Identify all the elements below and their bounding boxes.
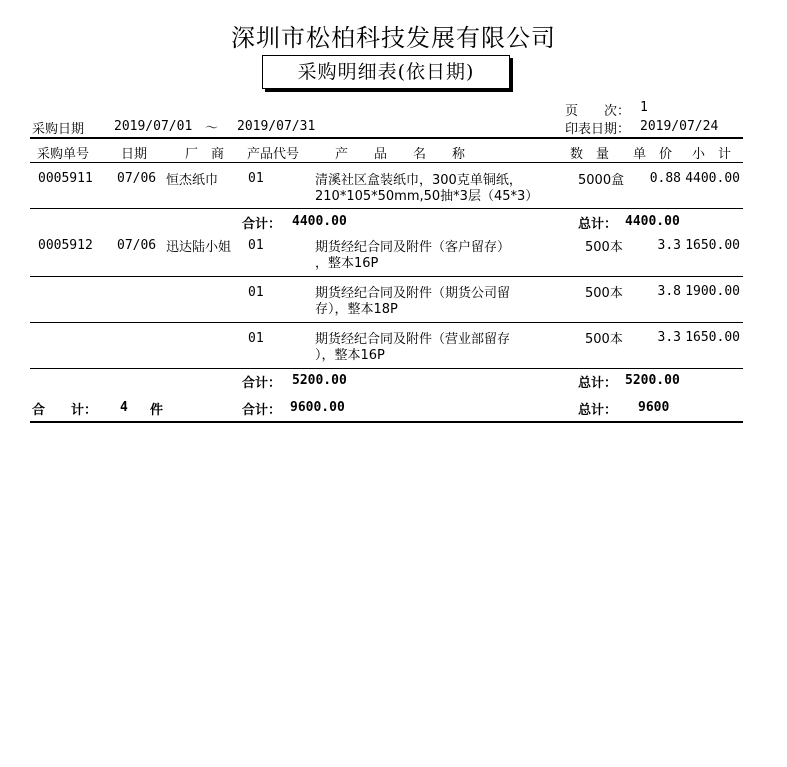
unit-price: 3.8 [657,284,681,299]
unit-price: 3.3 [657,330,681,345]
unit-price: 0.88 [649,171,681,186]
group-sum-value: 5200.00 [292,373,347,388]
report-title: 采购明细表(依日期) [262,55,510,89]
line-subtotal: 1650.00 [685,330,740,345]
product-name-line1: 期货经纪合同及附件（客户留存） [315,240,511,255]
footer-rule [30,421,743,423]
col-product-code: 产品代号 [247,147,300,162]
row-rule [30,322,743,323]
line-subtotal: 1900.00 [685,284,740,299]
vendor-name: 迅达陆小姐 [166,240,232,255]
order-no: 0005911 [38,171,93,186]
date-from: 2019/07/01 [114,119,193,134]
product-code: 01 [248,238,264,253]
grand-sum-label: 合计： [242,403,282,418]
col-date: 日期 [121,147,148,162]
col-vendor: 厂 商 [185,147,225,162]
product-name-line1: 期货经纪合同及附件（期货公司留 [315,286,511,301]
product-code: 01 [248,285,264,300]
col-price: 单 价 [633,147,673,162]
line-subtotal: 1650.00 [685,238,740,253]
page-number: 1 [640,100,648,115]
group-total-label: 总计： [578,376,618,391]
group-sum-label: 合计： [242,376,282,391]
product-code: 01 [248,331,264,346]
product-name-line2: ，整本16P [315,256,379,271]
grand-count-label: 合 计： [32,403,98,418]
group-sum-label: 合计： [242,217,282,232]
qty: 500本 [585,332,623,347]
page-label: 页 次： [565,104,631,119]
order-no: 0005912 [38,238,93,253]
row-rule [30,368,743,369]
product-name-line2: ），整本16P [315,348,385,363]
product-name-line1: 期货经纪合同及附件（营业部留存 [315,332,511,347]
order-date: 07/06 [117,171,157,186]
row-rule [30,276,743,277]
order-date: 07/06 [117,238,157,253]
qty: 500本 [585,240,623,255]
col-order-no: 采购单号 [37,147,90,162]
line-subtotal: 4400.00 [685,171,740,186]
header-bottom-rule [30,162,743,163]
print-date-label: 印表日期： [565,122,631,137]
grand-count-value: 4 [120,400,128,415]
qty: 5000盒 [578,173,625,188]
col-product-name: 产 品 名 称 [335,147,466,162]
group-total-label: 总计： [578,217,618,232]
product-name-line2: 存），整本18P [315,302,398,317]
grand-total-label: 总计： [578,403,618,418]
row-rule [30,208,743,209]
group-sum-value: 4400.00 [292,214,347,229]
date-separator: ～ [205,121,219,136]
header-top-rule [30,137,743,139]
group-total-value: 4400.00 [625,214,680,229]
col-subtotal: 小 计 [692,147,732,162]
qty: 500本 [585,286,623,301]
grand-count-unit: 件 [150,403,164,418]
grand-sum-value: 9600.00 [290,400,345,415]
grand-total-value: 9600 [638,400,670,415]
group-total-value: 5200.00 [625,373,680,388]
date-range-label: 采购日期 [32,122,85,137]
product-code: 01 [248,171,264,186]
company-name: 深圳市松柏科技发展有限公司 [231,24,556,52]
col-qty: 数 量 [570,147,610,162]
product-name-line2: 210*105*50mm,50抽*3层（45*3） [315,189,539,204]
print-date: 2019/07/24 [640,119,719,134]
date-to: 2019/07/31 [237,119,316,134]
unit-price: 3.3 [657,238,681,253]
product-name-line1: 清溪社区盒装纸巾，300克单铜纸， [315,173,522,188]
vendor-name: 恒杰纸巾 [166,173,219,188]
